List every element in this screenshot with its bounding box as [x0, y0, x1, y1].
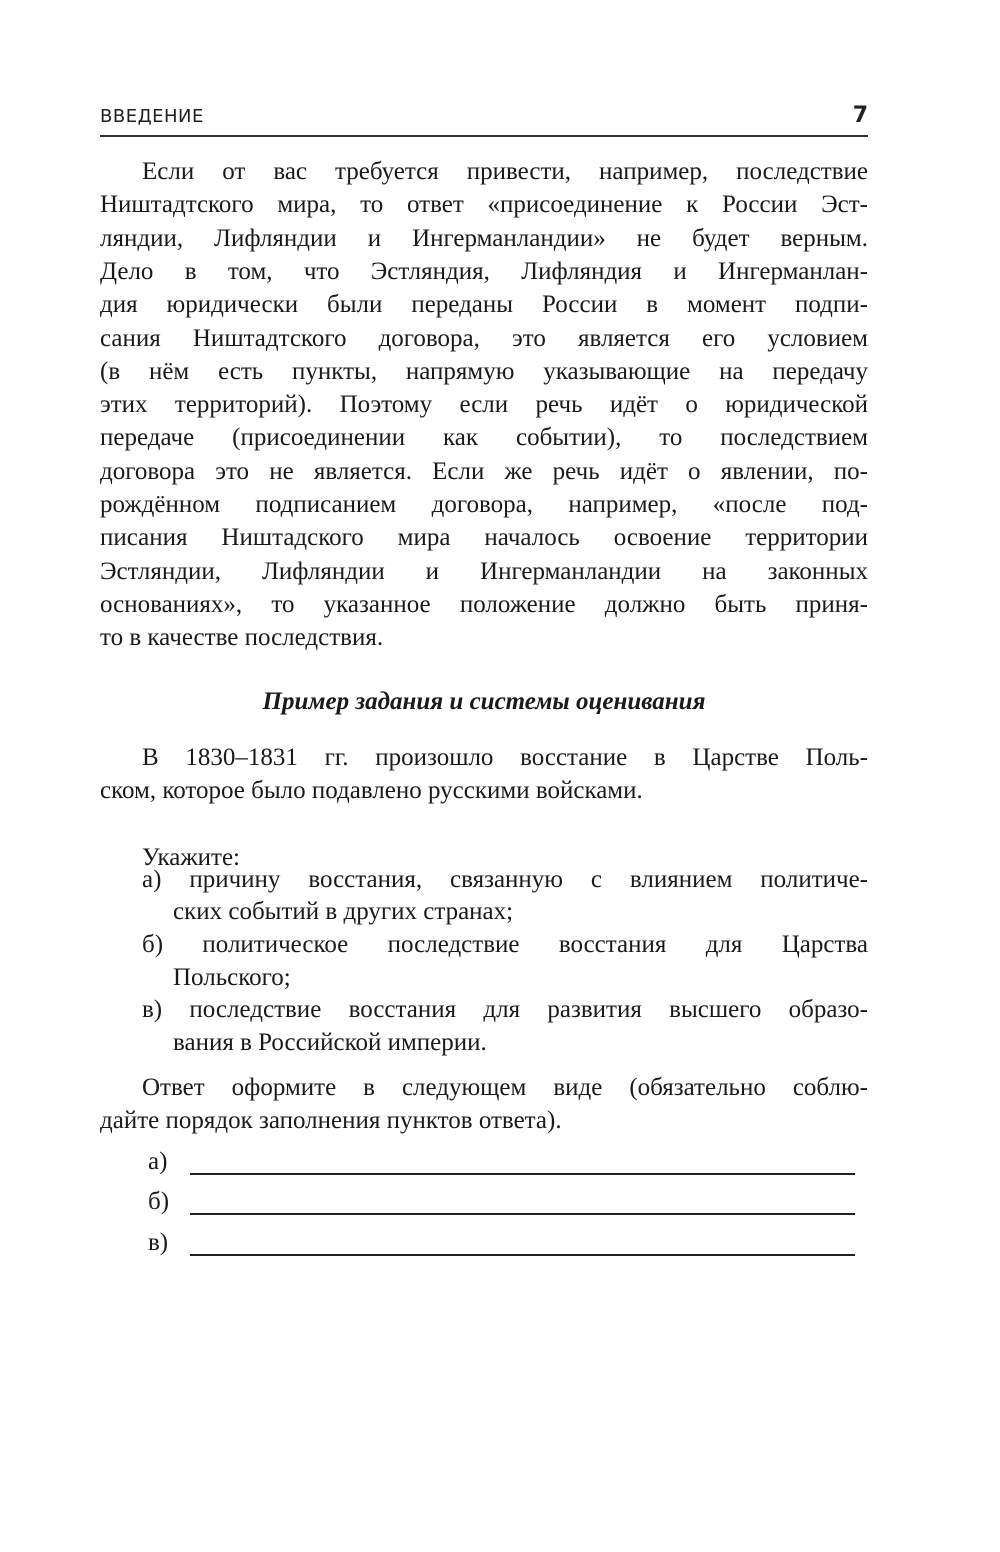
page-number: 7 — [852, 103, 868, 128]
text-line: договора это не является. Если же речь идёт о явлении, по- — [100, 457, 868, 485]
instruction: Укажите: — [142, 844, 240, 871]
answer-format: Ответ оформите в следующем виде (обязательно соблю- — [142, 1074, 868, 1101]
answer-label-b: б) — [148, 1188, 170, 1215]
answer-line-b[interactable] — [190, 1213, 855, 1215]
item-b: б) политическое последствие восстания для Царства — [142, 931, 868, 958]
item-b-cont: Польского; — [173, 964, 291, 991]
text-line: (в нём есть пункты, напрямую указывающие на передачу — [100, 357, 868, 385]
answer-line-a[interactable] — [190, 1173, 855, 1175]
text-line: Эстляндии, Лифляндии и Ингерманландии на законных — [100, 557, 868, 585]
answer-label-c: в) — [148, 1229, 169, 1256]
task-line: ском, которое было подавлено русскими войсками. — [100, 777, 643, 804]
text-line: Если от вас требуется привести, например, последствие — [142, 158, 868, 185]
text-line: ляндии, Лифляндии и Ингерманландии» не будет верным. — [100, 224, 868, 252]
item-c: в) последствие восстания для развития высшего образо- — [142, 996, 868, 1023]
text-line: то в качестве последствия. — [100, 624, 384, 652]
answer-line-c[interactable] — [190, 1254, 855, 1256]
text-line: сания Ништадтского договора, это является его условием — [100, 324, 868, 352]
item-c-cont: вания в Российской империи. — [173, 1029, 487, 1056]
text-line: дия юридически были переданы России в момент подпи- — [100, 291, 868, 319]
text-line: этих территорий). Поэтому если речь идёт о юридической — [100, 391, 868, 419]
answer-format: дайте порядок заполнения пунктов ответа). — [100, 1107, 562, 1134]
header-rule — [100, 135, 868, 137]
text-line: Ништадтского мира, то ответ «присоединение к России Эст- — [100, 191, 868, 219]
text-line: передаче (присоединении как событии), то последствием — [100, 424, 868, 452]
item-a: а) причину восстания, связанную с влиянием политиче- — [142, 866, 868, 893]
answer-label-a: а) — [148, 1148, 168, 1175]
running-header: ВВЕДЕНИЕ — [100, 106, 204, 127]
task-line: В 1830–1831 гг. произошло восстание в Царстве Поль- — [142, 744, 868, 771]
section-title: Пример задания и системы оценивания — [262, 688, 706, 715]
text-line: Дело в том, что Эстляндия, Лифляндия и Ингерманлан- — [100, 257, 868, 285]
text-line: основаниях», то указанное положение должно быть приня- — [100, 590, 868, 618]
text-line: писания Ништадского мира началось освоение территории — [100, 524, 868, 552]
text-line: рождённом подписанием договора, например, «после под- — [100, 491, 868, 518]
item-a-cont: ских событий в других странах; — [173, 898, 514, 925]
